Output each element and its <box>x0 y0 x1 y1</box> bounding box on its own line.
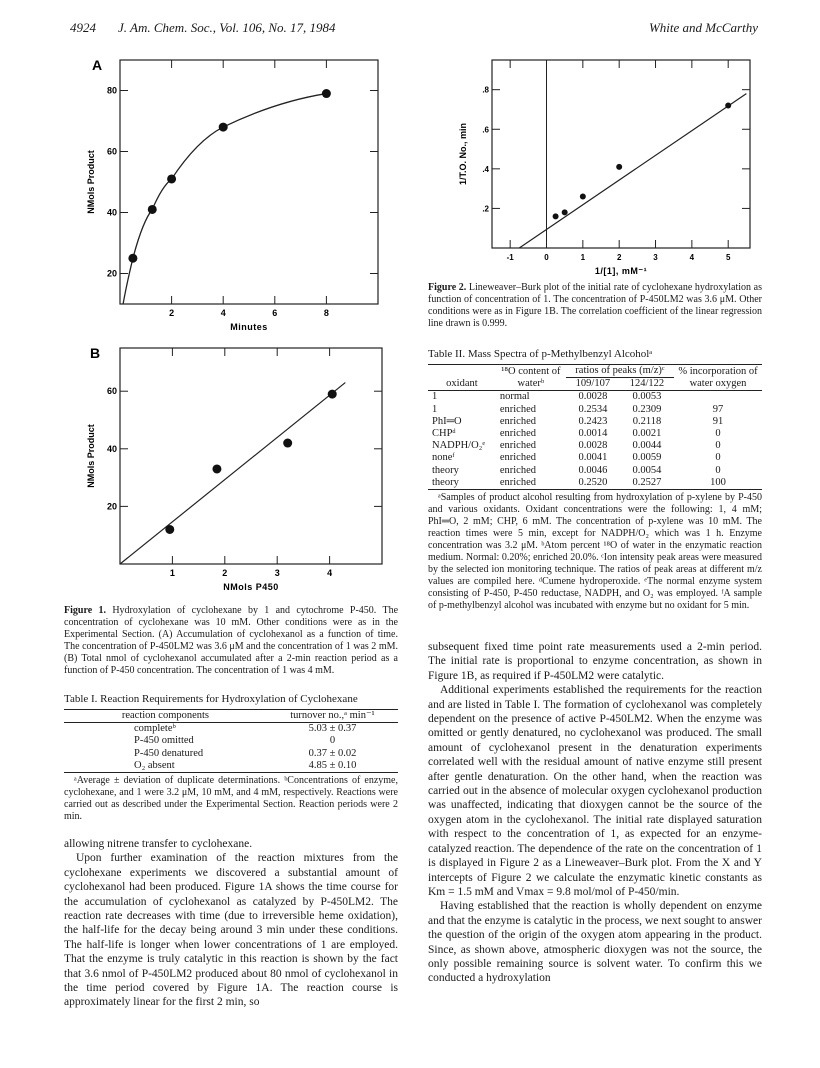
table-1-turnover: 0.37 ± 0.02 <box>308 747 357 759</box>
figure-1a-plot <box>82 52 392 342</box>
data-point <box>616 164 622 170</box>
figure-1-label: Figure 1. <box>64 605 106 616</box>
figure-2-label: Figure 2. <box>428 282 467 293</box>
table-2-pct: 91 <box>712 415 724 427</box>
table-2-o18-content: enriched <box>499 476 536 488</box>
table-2-ratio-109: 0.2520 <box>578 476 608 488</box>
body-paragraph: Having established that the reaction is wholly dependent on enzyme and that the enzyme is catalytic in the process, we next sought to answer the question of the origin of the oxygen atom appearing in the product. Since, as shown above, atmospheric dioxygen was not the source, the only possible remaining source is solvent water. To confirm this we conducted a hydroxylation <box>428 900 762 985</box>
table-2-o18-content: normal <box>499 391 530 403</box>
body-paragraph: allowing nitrene transfer to cyclohexane. <box>64 838 253 850</box>
x-tick-label: 4 <box>220 308 226 318</box>
table-2-ratio-124: 0.0054 <box>632 464 662 476</box>
table-2-o18-content: enriched <box>499 428 536 440</box>
table-2-col-124: 124/122 <box>629 378 665 390</box>
y-tick-label: .8 <box>482 85 489 95</box>
x-tick-label: 2 <box>222 568 228 578</box>
y-tick-label: .2 <box>482 204 489 214</box>
data-point <box>283 439 292 448</box>
y-axis-label: NMols Product <box>86 424 96 488</box>
y-tick-label: 60 <box>106 146 117 157</box>
fit-line <box>519 94 746 248</box>
y-tick-label: 40 <box>106 443 117 454</box>
data-point <box>725 103 731 109</box>
y-axis-label: 1/T.O. No., min <box>458 122 468 186</box>
data-point <box>580 194 586 200</box>
table-1-component: O₂ absent <box>134 759 175 771</box>
y-tick-label: 80 <box>106 85 117 96</box>
table-row <box>64 748 398 760</box>
x-tick-label: 4 <box>327 568 333 578</box>
table-2-oxidant: NADPH/O₂ᵉ <box>432 440 486 452</box>
x-axis-label: 1/[1], mM⁻¹ <box>594 266 648 276</box>
table-2-ratio-124: 0.0059 <box>632 452 662 464</box>
table-2-pct: 0 <box>715 452 721 464</box>
table-2-ratio-124: 0.2309 <box>632 403 662 415</box>
table-row <box>428 428 762 440</box>
figure-2-caption <box>428 282 762 330</box>
table-2 <box>428 348 762 612</box>
table-row <box>428 404 762 416</box>
table-1-grid <box>64 709 398 773</box>
data-point <box>219 123 228 132</box>
table-2-oxidant: 1 <box>432 391 438 403</box>
table-2-ratio-109: 0.0028 <box>578 440 608 452</box>
table-2-oxidant: noneᶠ <box>432 452 455 464</box>
table-2-ratio-109: 0.0014 <box>578 428 608 440</box>
data-point <box>212 464 221 473</box>
table-row <box>428 440 762 452</box>
panel-label: A <box>92 57 103 73</box>
table-2-ratio-109: 0.2534 <box>578 403 608 415</box>
x-tick-label: 8 <box>323 308 329 318</box>
table-row <box>428 391 762 404</box>
data-point <box>128 254 137 263</box>
table-2-pct: 0 <box>715 440 721 452</box>
data-point <box>562 209 568 215</box>
y-tick-label: 20 <box>106 268 117 279</box>
table-1-turnover: 5.03 ± 0.37 <box>308 723 357 735</box>
table-2-pct: 97 <box>712 403 724 415</box>
table-row <box>64 760 398 773</box>
table-2-oxidant: PhI═O <box>432 415 462 427</box>
table-2-grid <box>428 364 762 490</box>
table-1-footnote: ᵃAverage ± deviation of duplicate determinations. ᵇConcentrations of enzyme, cyclohexane, and 1 were 3.2 μM, 10 mM, and 4 mM, respectively. Reactions were carried out as described under the Experimental Section. Reaction periods were 2 min. <box>64 775 398 823</box>
table-2-ratio-124: 0.0021 <box>632 428 662 440</box>
table-2-ratio-124: 0.2527 <box>632 476 662 488</box>
table-row <box>428 416 762 428</box>
x-tick-label: 1 <box>580 253 586 262</box>
table-2-o18-content: enriched <box>499 452 536 464</box>
data-point <box>148 205 157 214</box>
y-tick-label: 40 <box>106 207 117 218</box>
x-tick-label: -1 <box>506 253 514 262</box>
table-2-pct <box>674 391 762 404</box>
table-1 <box>64 693 398 823</box>
table-2-oxidant: theory <box>432 476 459 488</box>
table-2-o18-content: enriched <box>499 415 536 427</box>
fit-line <box>120 383 345 564</box>
table-2-col-pct: % incorporation of water oxygen <box>674 365 762 391</box>
table-row <box>428 465 762 477</box>
table-2-ratio-124: 0.0053 <box>632 391 662 403</box>
x-tick-label: 2 <box>616 253 622 262</box>
right-column-body <box>428 640 762 986</box>
x-tick-label: 0 <box>544 253 549 262</box>
table-1-col-turnover: turnover no.,ᵃ min⁻¹ <box>290 710 375 721</box>
figure-1b-plot <box>82 340 392 602</box>
table-2-pct: 0 <box>715 464 721 476</box>
y-tick-label: 60 <box>106 386 117 397</box>
figure-1-caption <box>64 605 398 677</box>
x-tick-label: 2 <box>169 308 175 318</box>
table-1-turnover: 0 <box>329 735 336 747</box>
table-2-pct: 0 <box>715 428 721 440</box>
body-paragraph: Additional experiments established the requirements for the reaction and are listed in Table I. The formation of cyclohexanol was completely dependent on the presence of active P-450LM2. When the enzyme was omitted or gently denatured, no cyclohexanol was produced. The small amount of cyclohexanol present in the denaturation experiments correlated well with the residual amount of native enzyme still present after gentle denaturation. On the other hand, when the reaction was carried out in the absence of molecular oxygen cyclohexanol production was unaffected, indicating that dioxygen cannot be the source of the oxygen atom in the cyclohexanol. The initial rate displayed saturation with respect to the concentration of 1, as expected for an enzyme-catalyzed reaction. The dependence of the rate on the concentration of 1 is displayed in Figure 2 as a Lineweaver–Burk plot. From the X and Y intercepts of Figure 2 we calculate the enzymatic kinetic constants as Km = 1.5 mM and Vmax = 9.8 mol/mol of P-450/min. <box>428 684 762 898</box>
table-2-o18-content: enriched <box>499 440 536 452</box>
body-paragraph: Upon further examination of the reaction mixtures from the cyclohexane experiments we discovered a substantial amount of cyclohexanol had been produced. Figure 1A shows the time course for the accumulation of cyclohexanol as catalyzed by P-450LM2. The reaction rate decreases with time (due to irreversible heme oxidation), the half-life for the decay being around 3 min under these conditions. The half-life is longer when lower concentrations of 1 are employed. That the enzyme is truly catalytic in this reaction is shown by the fact that 3.6 nmol of P-450LM2 produced about 80 nmol of cyclohexanol in the time period covered by Figure 1A. The reaction course is approximately linear for the first 2 min, so <box>64 852 398 1009</box>
data-point <box>167 174 176 183</box>
table-row <box>428 452 762 464</box>
table-1-component: P-450 denatured <box>134 747 204 759</box>
figure-2-caption-text: Lineweaver–Burk plot of the initial rate of cyclohexane hydroxylation as function of concentration of 1. The concentration of P-450LM2 was 3.6 μM. Other conditions were as in Figure 1B. The correlation coefficient of the linear regression line drawn is 0.999. <box>428 282 762 329</box>
table-1-component: P-450 omitted <box>134 735 194 747</box>
x-tick-label: 3 <box>274 568 280 578</box>
x-axis-label: NMols P450 <box>223 582 279 592</box>
table-2-ratio-109: 0.0041 <box>578 452 608 464</box>
plot-frame <box>492 60 750 248</box>
figure-2-plot <box>432 52 762 280</box>
table-2-col-o18: ¹⁸O content of waterᵇ <box>496 365 566 391</box>
table-2-oxidant: CHPᵈ <box>432 428 456 440</box>
journal-citation: J. Am. Chem. Soc., Vol. 106, No. 17, 1984 <box>118 20 336 35</box>
y-tick-label: .6 <box>482 125 489 135</box>
panel-label: B <box>90 345 101 361</box>
table-2-col-ratios: ratios of peaks (m/z)ᶜ <box>566 365 674 378</box>
table-2-footnote: ᵃSamples of product alcohol resulting from hydroxylation of p-xylene by P-450 and various oxidants. Oxidant concentrations were the following: 1, 4 mM; PhI═O, 2 mM; CHP, 6 mM. The concentration of p-xylene was 10 mM. The reaction times were 5 min, except for NADPH/O₂ which was 1 h. Enzyme concentration was 3.2 μM. ᵇAtom percent ¹⁸O of water in the enzymatic reaction medium. Normal: 0.20%; enriched 20.0%. ᶜIon intensity peak areas were measured by the selected ion monitoring technique. The ratios of peak areas at different m/z values are compiled here. ᵈCumene hydroperoxide. ᵉThe normal enzyme system consisting of P-450, P-450 reductase, NADPH, and O₂ was employed. ᶠA sample of p-methylbenzyl alcohol was incubated with enzyme but no oxidant for 5 min. <box>428 492 762 612</box>
table-1-component: completeᵇ <box>134 723 176 735</box>
table-2-title: Table II. Mass Spectra of p-Methylbenzyl Alcoholᵃ <box>428 348 653 360</box>
y-tick-label: .4 <box>482 164 489 174</box>
table-2-o18-content: enriched <box>499 403 536 415</box>
figure-1-caption-text: Hydroxylation of cyclohexane by 1 and cytochrome P-450. The concentration of cyclohexane was 10 mM. Other conditions were as in the Experimental Section. (A) Accumulation of cyclohexanol as a function of time. The concentration of P-450LM2 was 3.6 μM and the concentration of 1 was 2 mM. (B) Total nmol of cyclohexanol accumulated after a 2-min reaction period as a function of P-450 concentration. The concentration of 1 was 4 mM. <box>64 605 399 676</box>
table-row <box>428 477 762 490</box>
table-2-ratio-124: 0.0044 <box>632 440 662 452</box>
page-number: 4924 <box>70 20 96 35</box>
x-tick-label: 5 <box>725 253 731 262</box>
x-tick-label: 6 <box>272 308 278 318</box>
table-2-col-oxidant: oxidant <box>428 365 496 391</box>
table-2-ratio-109: 0.0046 <box>578 464 608 476</box>
x-tick-label: 3 <box>653 253 658 262</box>
table-2-pct: 100 <box>710 476 726 488</box>
table-2-ratio-124: 0.2118 <box>632 415 662 427</box>
table-1-col-components: reaction components <box>121 710 210 721</box>
x-tick-label: 4 <box>689 253 695 262</box>
table-2-o18-content: enriched <box>499 464 536 476</box>
x-axis-label: Minutes <box>230 322 268 332</box>
data-point <box>328 390 337 399</box>
table-2-ratio-109: 0.0028 <box>578 391 608 403</box>
table-row <box>64 735 398 747</box>
data-point <box>165 525 174 534</box>
left-column-body <box>64 837 398 1010</box>
table-2-oxidant: 1 <box>432 403 438 415</box>
table-2-ratio-109: 0.2423 <box>578 415 608 427</box>
table-1-title: Table I. Reaction Requirements for Hydroxylation of Cyclohexane <box>64 693 358 705</box>
x-tick-label: 1 <box>169 568 175 578</box>
data-point <box>322 89 331 98</box>
running-authors: White and McCarthy <box>648 20 758 35</box>
body-paragraph: subsequent fixed time point rate measurements used a 2-min period. The initial rate is proportional to enzyme concentration, as shown in Figure 1B, as required if P-450LM2 were catalytic. <box>428 641 762 682</box>
table-1-turnover: 4.85 ± 0.10 <box>308 759 357 771</box>
y-tick-label: 20 <box>106 501 117 512</box>
table-2-col-109: 109/107 <box>575 378 611 390</box>
data-point <box>553 213 559 219</box>
table-row <box>64 723 398 736</box>
table-2-oxidant: theory <box>432 464 459 476</box>
y-axis-label: NMols Product <box>86 150 96 214</box>
plot-frame <box>120 60 378 304</box>
